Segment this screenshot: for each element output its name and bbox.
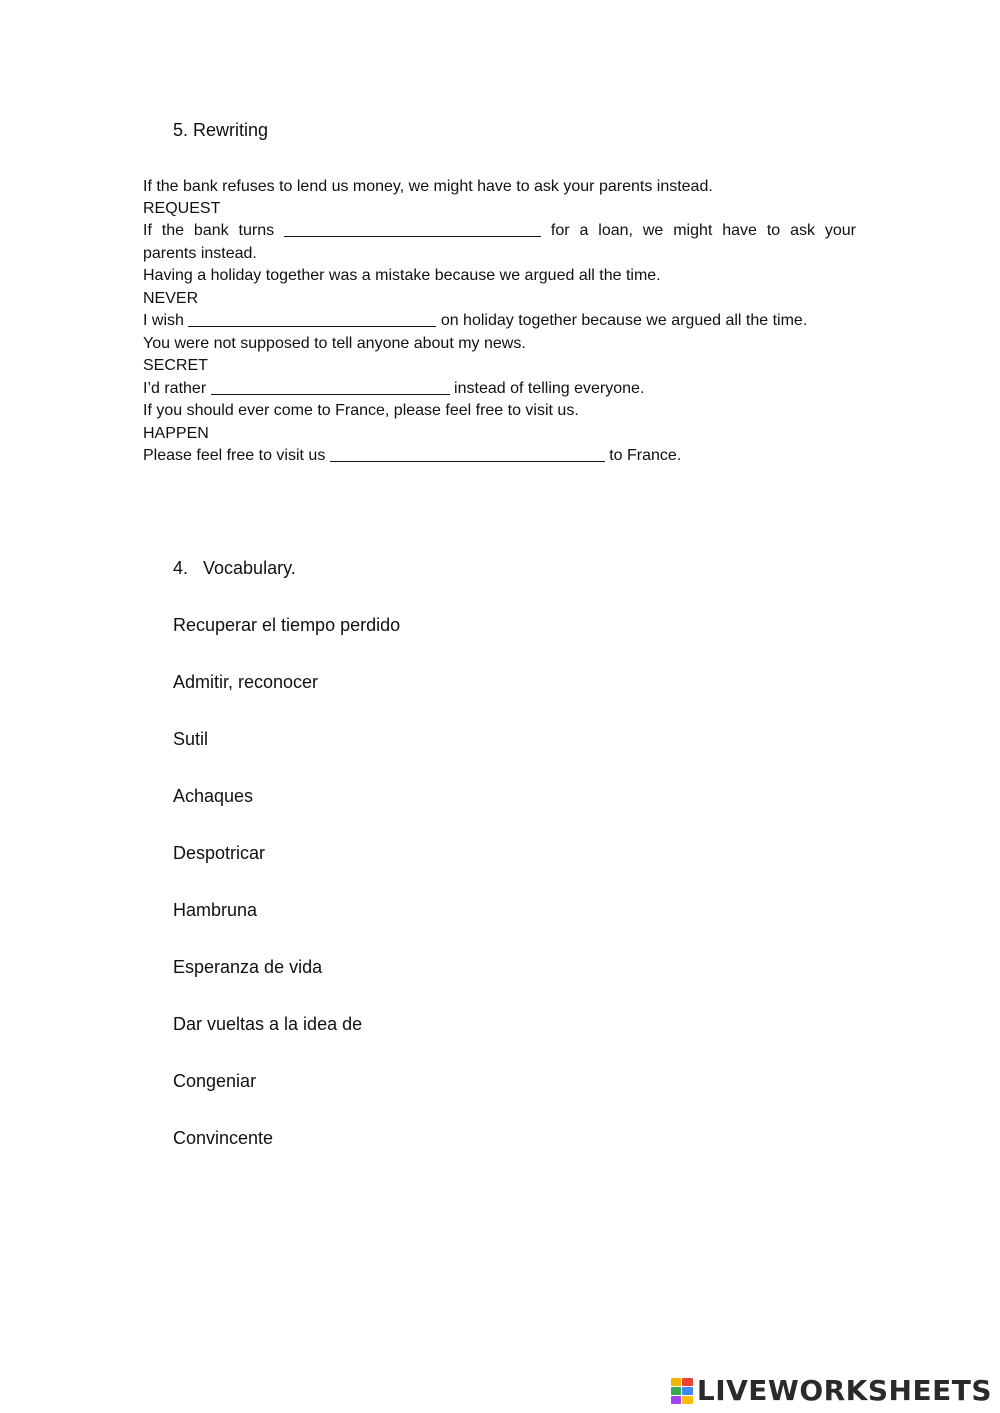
logo-tile xyxy=(682,1387,693,1395)
item-2-blank-input[interactable] xyxy=(188,325,436,327)
logo-tile xyxy=(671,1387,682,1395)
vocab-item: Esperanza de vida xyxy=(173,957,323,977)
vocab-item: Hambruna xyxy=(173,900,258,920)
item-3-suffix: instead of telling everyone. xyxy=(454,380,645,397)
logo-tile xyxy=(682,1396,693,1404)
item-4-keyword: HAPPEN xyxy=(143,425,209,442)
section-4-number: 4. xyxy=(173,558,189,578)
section-4-title: Vocabulary. xyxy=(203,558,296,578)
item-2-prefix: I wish xyxy=(143,312,184,329)
liveworksheets-logo-icon xyxy=(671,1378,693,1404)
item-2-answer-line xyxy=(143,312,807,330)
item-3-answer-line xyxy=(143,380,644,398)
item-4-blank-input[interactable] xyxy=(330,460,605,462)
item-1-suffix-cont: parents instead. xyxy=(143,245,257,262)
item-1-keyword: REQUEST xyxy=(143,200,221,217)
item-1-original: If the bank refuses to lend us money, we might have to ask your parents instead. xyxy=(143,178,713,195)
item-3-blank-input[interactable] xyxy=(211,393,450,395)
liveworksheets-logo xyxy=(671,1374,992,1407)
section-4-heading xyxy=(173,558,296,579)
item-4-answer-line xyxy=(143,447,681,465)
vocab-item: Dar vueltas a la idea de xyxy=(173,1014,363,1034)
vocab-item: Convincente xyxy=(173,1128,274,1148)
logo-tile xyxy=(682,1378,693,1386)
item-1-suffix: for a loan, we might have to ask your xyxy=(550,222,856,239)
vocab-item: Recuperar el tiempo perdido xyxy=(173,615,401,635)
vocab-item: Admitir, reconocer xyxy=(173,672,319,692)
item-1-answer-line xyxy=(143,222,856,240)
item-3-prefix: I’d rather xyxy=(143,380,207,397)
item-3-original: You were not supposed to tell anyone about my news. xyxy=(143,335,526,352)
logo-tile xyxy=(671,1396,682,1404)
item-4-original: If you should ever come to France, please feel free to visit us. xyxy=(143,402,579,419)
vocab-item: Achaques xyxy=(173,786,254,806)
vocab-item: Despotricar xyxy=(173,843,266,863)
item-1-blank-input[interactable] xyxy=(284,235,541,237)
vocab-item: Sutil xyxy=(173,729,209,749)
item-3-keyword: SECRET xyxy=(143,357,208,374)
item-2-keyword: NEVER xyxy=(143,290,199,307)
section-5-heading: 5. Rewriting xyxy=(173,120,269,140)
liveworksheets-logo-text: LIVEWORKSHEETS xyxy=(696,1374,992,1407)
item-4-suffix: to France. xyxy=(609,447,682,464)
item-4-prefix: Please feel free to visit us xyxy=(143,447,326,464)
logo-tile xyxy=(671,1378,682,1386)
item-1-prefix: If the bank turns xyxy=(143,222,275,239)
vocab-item: Congeniar xyxy=(173,1071,257,1091)
item-2-original: Having a holiday together was a mistake because we argued all the time. xyxy=(143,267,661,284)
item-2-suffix: on holiday together because we argued all the time. xyxy=(440,312,808,329)
